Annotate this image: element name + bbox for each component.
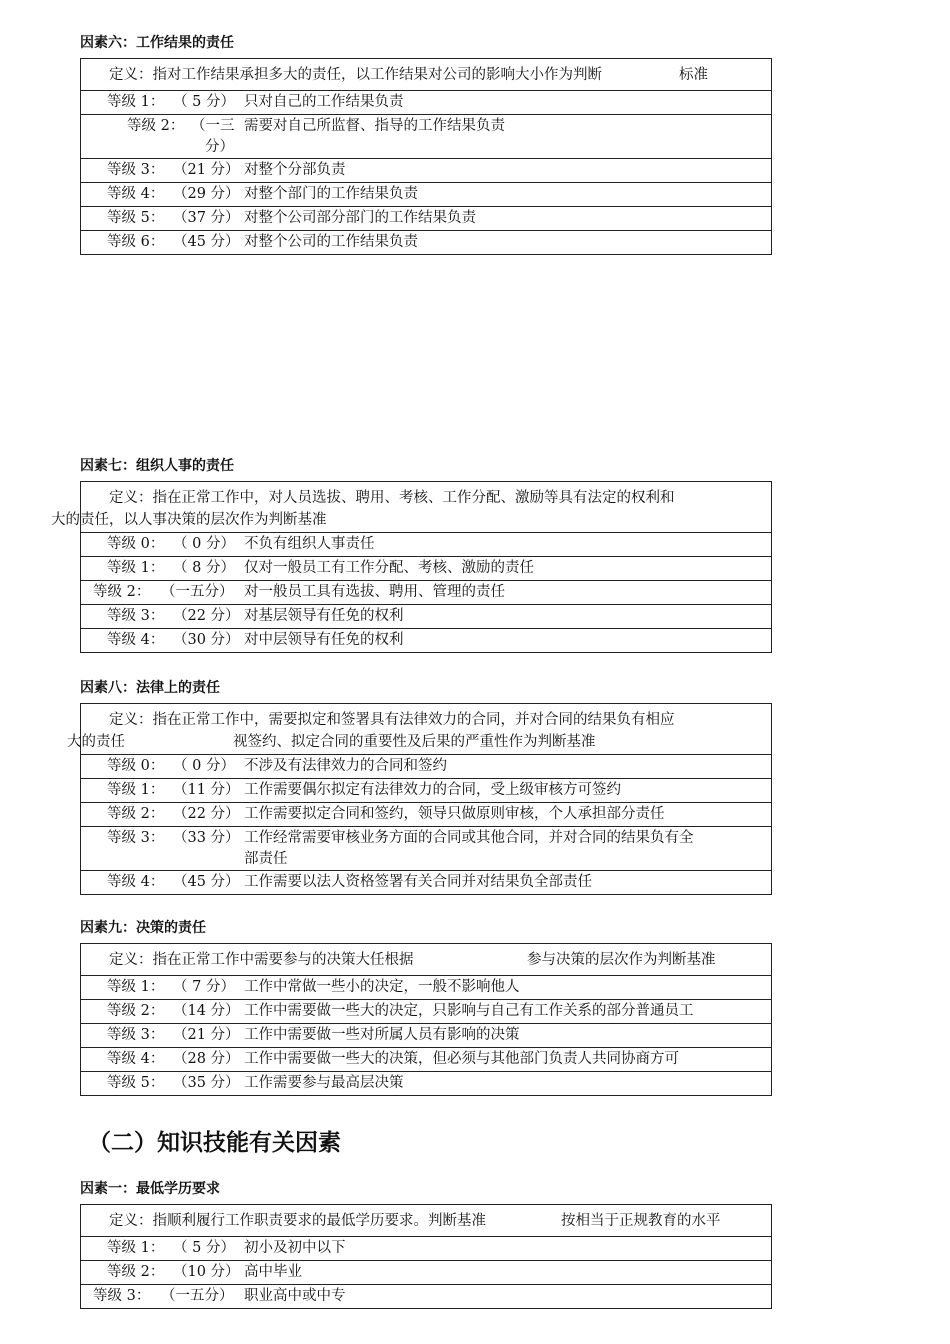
definition-text: 定义：指在正常工作中，对人员选拔、聘用、考核、工作分配、激励等具有法定的权利和 — [109, 490, 675, 506]
table-row — [81, 604, 771, 628]
level-points: （一三 — [191, 118, 235, 134]
table-row — [81, 114, 771, 158]
definition-text: 定义：指在正常工作中，需要拟定和签署具有法律效力的合同，并对合同的结果负有相应 — [109, 712, 675, 728]
level-description: 工作需要参与最高层决策 — [244, 1075, 404, 1091]
factor9-title: 因素九：决策的责任 — [80, 920, 206, 936]
table-row — [81, 975, 771, 999]
level-label: 等级 1： — [107, 782, 165, 798]
table-row — [81, 1284, 771, 1308]
level-description: 工作需要偶尔拟定有法律效力的合同，受上级审核方可签约 — [244, 782, 621, 798]
level-description: 对整个分部负责 — [244, 162, 346, 178]
level-description: 工作经常需要审核业务方面的合同或其他合同，并对合同的结果负有全 — [244, 830, 694, 846]
definition-row — [81, 59, 771, 90]
level-description: 工作需要拟定合同和签约，领导只做原则审核，个人承担部分责任 — [244, 806, 665, 822]
level-points: （21 分） — [173, 1027, 240, 1043]
level-label: 等级 6： — [107, 234, 165, 250]
level-description: 对整个部门的工作结果负责 — [244, 186, 418, 202]
level-description: 只对自己的工作结果负责 — [244, 94, 404, 110]
level-label: 等级 3： — [107, 1027, 165, 1043]
factor9-table — [80, 943, 772, 1096]
level-label: 等级 3： — [93, 1288, 151, 1304]
level-label: 等级 5： — [107, 210, 165, 226]
factor7-title: 因素七：组织人事的责任 — [80, 458, 234, 474]
table-row — [81, 1047, 771, 1071]
level-points-cont: 分） — [205, 139, 234, 155]
level-points: （45 分） — [173, 874, 240, 890]
table-row — [81, 826, 771, 870]
level-label: 等级 2： — [127, 118, 185, 134]
level-description: 对一般员工具有选拔、聘用、管理的责任 — [244, 584, 505, 600]
level-points: （21 分） — [173, 162, 240, 178]
factor8-table — [67, 703, 772, 895]
level-points: （29 分） — [173, 186, 240, 202]
factor7-table — [51, 481, 772, 653]
level-label: 等级 0： — [107, 758, 165, 774]
definition-text-cont: 视签约、拟定合同的重要性及后果的严重性作为判断基准 — [233, 734, 596, 750]
knowledge-factor1-title: 因素一：最低学历要求 — [80, 1181, 220, 1197]
level-label: 等级 2： — [107, 806, 165, 822]
level-points: （37 分） — [173, 210, 240, 226]
table-row — [81, 628, 771, 652]
level-description: 初小及初中以下 — [244, 1240, 346, 1256]
level-points: （33 分） — [173, 830, 240, 846]
level-description: 不涉及有法律效力的合同和签约 — [244, 758, 447, 774]
level-description: 需要对自己所监督、指导的工作结果负责 — [244, 118, 505, 134]
factor6-title: 因素六：工作结果的责任 — [80, 35, 234, 51]
definition-text-cont: 大的责任，以人事决策的层次作为判断基准 — [51, 512, 327, 528]
level-label: 等级 2： — [107, 1003, 165, 1019]
level-description: 工作中需要做一些大的决策，但必须与其他部门负责人共同协商方可 — [244, 1051, 679, 1067]
definition-text: 定义：指顺利履行工作职责要求的最低学历要求。判断基准 — [109, 1213, 486, 1229]
level-points: （ 0 分） — [173, 536, 235, 552]
level-label: 等级 1： — [107, 1240, 165, 1256]
level-label: 等级 2： — [93, 584, 151, 600]
table-row — [81, 870, 771, 894]
section-heading: （二）知识技能有关因素 — [88, 1130, 341, 1156]
definition-text: 定义：指对工作结果承担多大的责任，以工作结果对公司的影响大小作为判断 — [109, 67, 602, 83]
table-row — [81, 802, 771, 826]
definition-text: 定义：指在正常工作中需要参与的决策大任根据 — [109, 952, 414, 968]
table-row — [81, 90, 771, 114]
level-label: 等级 1： — [107, 94, 165, 110]
level-description: 不负有组织人事责任 — [244, 536, 375, 552]
table-row — [81, 532, 771, 556]
level-description: 对中层领导有任免的权利 — [244, 632, 404, 648]
level-label: 等级 3： — [107, 608, 165, 624]
table-row — [81, 206, 771, 230]
level-label: 等级 4： — [107, 874, 165, 890]
knowledge-factor1-table — [80, 1204, 772, 1309]
table-row — [81, 556, 771, 580]
level-description: 对整个公司的工作结果负责 — [244, 234, 418, 250]
level-points: （35 分） — [173, 1075, 240, 1091]
factor8-title: 因素八：法律上的责任 — [80, 680, 220, 696]
table-row — [81, 1236, 771, 1260]
level-label: 等级 1： — [107, 560, 165, 576]
level-description: 工作中需要做一些对所属人员有影响的决策 — [244, 1027, 520, 1043]
table-row — [81, 999, 771, 1023]
level-points: （45 分） — [173, 234, 240, 250]
level-points: （30 分） — [173, 632, 240, 648]
level-points: （ 7 分） — [173, 979, 235, 995]
table-row — [81, 778, 771, 802]
level-points: （ 8 分） — [173, 560, 235, 576]
level-label: 等级 3： — [107, 162, 165, 178]
level-label: 等级 5： — [107, 1075, 165, 1091]
table-row — [81, 580, 771, 604]
level-description: 对整个公司部分部门的工作结果负责 — [244, 210, 476, 226]
level-points: （10 分） — [173, 1264, 240, 1280]
table-row — [81, 158, 771, 182]
level-label: 等级 4： — [107, 186, 165, 202]
level-description: 对基层领导有任免的权利 — [244, 608, 404, 624]
table-row — [81, 182, 771, 206]
level-points: （ 0 分） — [173, 758, 235, 774]
level-label: 等级 4： — [107, 632, 165, 648]
level-points: （22 分） — [173, 806, 240, 822]
level-points: （ 5 分） — [173, 1240, 235, 1256]
level-points: （一五分） — [161, 584, 234, 600]
definition-row — [81, 944, 771, 975]
table-row — [81, 1260, 771, 1284]
definition-text-cont: 大的责任 — [67, 734, 125, 750]
level-description: 工作需要以法人资格签署有关合同并对结果负全部责任 — [244, 874, 592, 890]
table-row — [81, 1023, 771, 1047]
level-points: （28 分） — [173, 1051, 240, 1067]
level-points: （ 5 分） — [173, 94, 235, 110]
table-row — [81, 230, 771, 254]
factor6-table — [80, 58, 772, 255]
definition-row — [51, 482, 771, 532]
definition-row — [67, 704, 771, 754]
level-points: （11 分） — [173, 782, 240, 798]
level-label: 等级 2： — [107, 1264, 165, 1280]
definition-row — [81, 1205, 771, 1236]
level-label: 等级 0： — [107, 536, 165, 552]
table-row — [81, 754, 771, 778]
definition-tail: 参与决策的层次作为判断基准 — [527, 952, 716, 968]
level-label: 等级 1： — [107, 979, 165, 995]
level-description: 职业高中或中专 — [244, 1288, 346, 1304]
level-points: （一五分） — [161, 1288, 234, 1304]
definition-tail: 按相当于正规教育的水平 — [561, 1213, 721, 1229]
level-description-cont: 部责任 — [244, 851, 288, 867]
table-row — [81, 1071, 771, 1095]
level-description: 仅对一般员工有工作分配、考核、激励的责任 — [244, 560, 534, 576]
level-description: 高中毕业 — [244, 1264, 302, 1280]
level-description: 工作中需要做一些大的决定，只影响与自己有工作关系的部分普通员工 — [244, 1003, 694, 1019]
definition-tail: 标准 — [679, 67, 708, 83]
level-description: 工作中常做一些小的决定，一般不影响他人 — [244, 979, 520, 995]
level-points: （22 分） — [173, 608, 240, 624]
level-points: （14 分） — [173, 1003, 240, 1019]
level-label: 等级 3： — [107, 830, 165, 846]
level-label: 等级 4： — [107, 1051, 165, 1067]
